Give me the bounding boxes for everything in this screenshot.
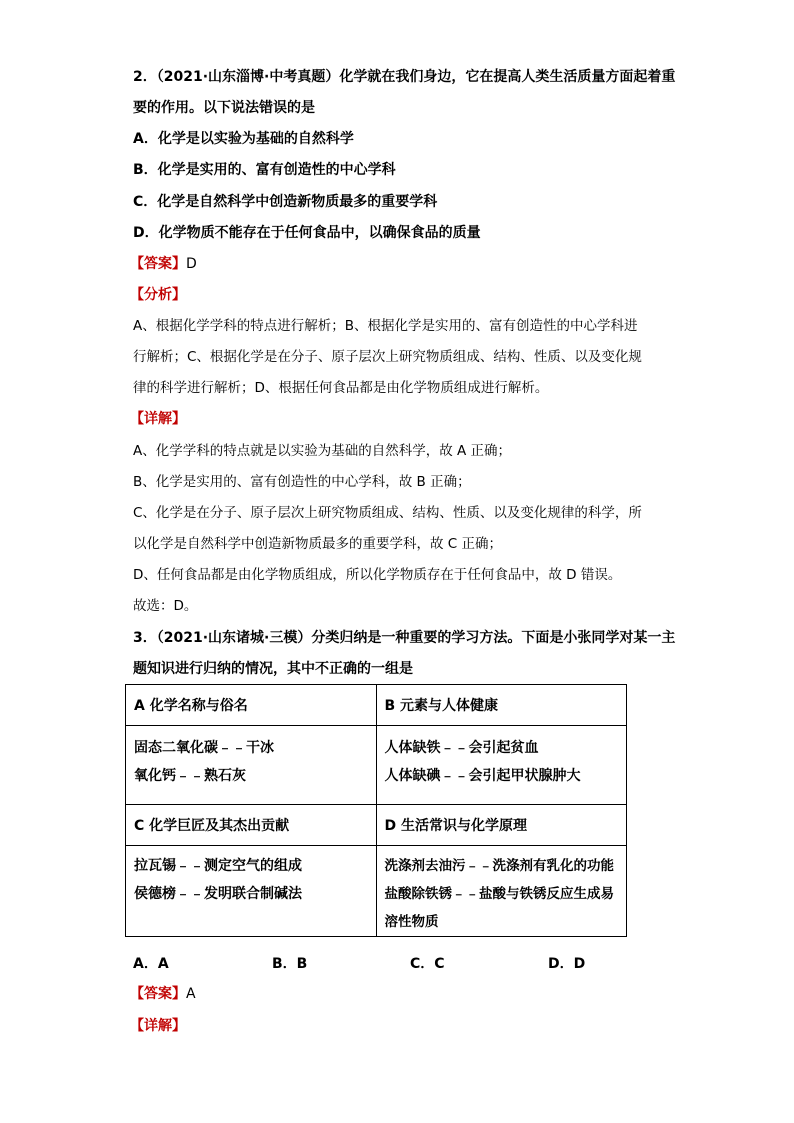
q2-detail-line3: C、化学是在分子、原子层次上研究物质组成、结构、性质、以及变化规律的科学，所 <box>133 505 642 521</box>
q2-detail-line2: B、化学是实用的、富有创造性的中心学科，故 B 正确； <box>133 474 471 490</box>
q2-option-c: C．化学是自然科学中创造新物质最多的重要学科 <box>133 194 438 210</box>
q3-detail-tag: 【详解】 <box>130 1018 186 1034</box>
q2-option-b: B．化学是实用的、富有创造性的中心学科 <box>133 162 396 178</box>
cell-a-content <box>126 726 377 805</box>
q2-option-d: D．化学物质不能存在于任何食品中，以确保食品的质量 <box>133 225 481 241</box>
table-row <box>126 846 627 937</box>
answer-tag: 【答案】 <box>130 986 186 1002</box>
table-row <box>126 805 627 846</box>
cell-b-line2: 人体缺碘﹣﹣会引起甲状腺肿大 <box>384 768 581 784</box>
cell-a-title: A 化学名称与俗名 <box>126 685 377 726</box>
q2-analysis-tag: 【分析】 <box>130 287 186 303</box>
q3-answer <box>130 984 196 1004</box>
answer-tag: 【答案】 <box>130 256 186 272</box>
cell-b-title: B 元素与人体健康 <box>376 685 627 726</box>
q2-stem-line2: 要的作用。以下说法错误的是 <box>133 100 315 116</box>
q2-detail-tag: 【详解】 <box>130 411 186 427</box>
cell-d-line2: 盐酸除铁锈﹣﹣盐酸与铁锈反应生成易溶性物质 <box>384 886 614 930</box>
q2-analysis-line2: 行解析；C、根据化学是在分子、原子层次上研究物质组成、结构、性质、以及变化规 <box>133 349 642 365</box>
q2-analysis-line1: A、根据化学学科的特点进行解析；B、根据化学是实用的、富有创造性的中心学科进 <box>133 318 638 334</box>
cell-b-line1: 人体缺铁﹣﹣会引起贫血 <box>384 740 539 756</box>
q2-stem-line1: 2．（2021·山东淄博·中考真题）化学就在我们身边，它在提高人类生活质量方面起着重 <box>133 69 676 85</box>
q2-analysis-line3: 律的科学进行解析；D、根据任何食品都是由化学物质组成进行解析。 <box>133 380 549 396</box>
q3-classification-table <box>125 684 627 937</box>
cell-d-content <box>376 846 627 937</box>
cell-c-content <box>126 846 377 937</box>
cell-c-line2: 侯德榜﹣﹣发明联合制碱法 <box>134 886 302 902</box>
q2-detail-line6: 故选：D。 <box>133 598 198 614</box>
q3-stem-line1: 3．（2021·山东诸城·三模）分类归纳是一种重要的学习方法。下面是小张同学对某一主 <box>133 630 676 646</box>
table-row <box>126 685 627 726</box>
q3-option-a: A．A <box>133 956 169 972</box>
q2-detail-line1: A、化学学科的特点就是以实验为基础的自然科学，故 A 正确； <box>133 443 512 459</box>
q3-stem-line2: 题知识进行归纳的情况，其中不正确的一组是 <box>133 661 413 677</box>
table-row <box>126 726 627 805</box>
q2-answer <box>130 254 197 274</box>
q2-detail-line4: 以化学是自然科学中创造新物质最多的重要学科，故 C 正确； <box>133 536 503 552</box>
cell-d-title: D 生活常识与化学原理 <box>376 805 627 846</box>
q3-option-c: C．C <box>410 956 445 972</box>
cell-c-line1: 拉瓦锡﹣﹣测定空气的组成 <box>134 858 302 874</box>
q3-option-d: D．D <box>548 956 586 972</box>
q3-option-b: B．B <box>272 956 308 972</box>
cell-b-content <box>376 726 627 805</box>
q2-option-a: A．化学是以实验为基础的自然科学 <box>133 131 354 147</box>
q2-detail-line5: D、任何食品都是由化学物质组成，所以化学物质存在于任何食品中，故 D 错误。 <box>133 567 622 583</box>
cell-a-line2: 氧化钙﹣﹣熟石灰 <box>134 768 246 784</box>
cell-a-line1: 固态二氧化碳﹣﹣干冰 <box>134 740 274 756</box>
cell-d-line1: 洗涤剂去油污﹣﹣洗涤剂有乳化的功能 <box>384 858 614 874</box>
answer-value: A <box>186 986 196 1002</box>
cell-c-title: C 化学巨匠及其杰出贡献 <box>126 805 377 846</box>
answer-value: D <box>186 256 197 272</box>
